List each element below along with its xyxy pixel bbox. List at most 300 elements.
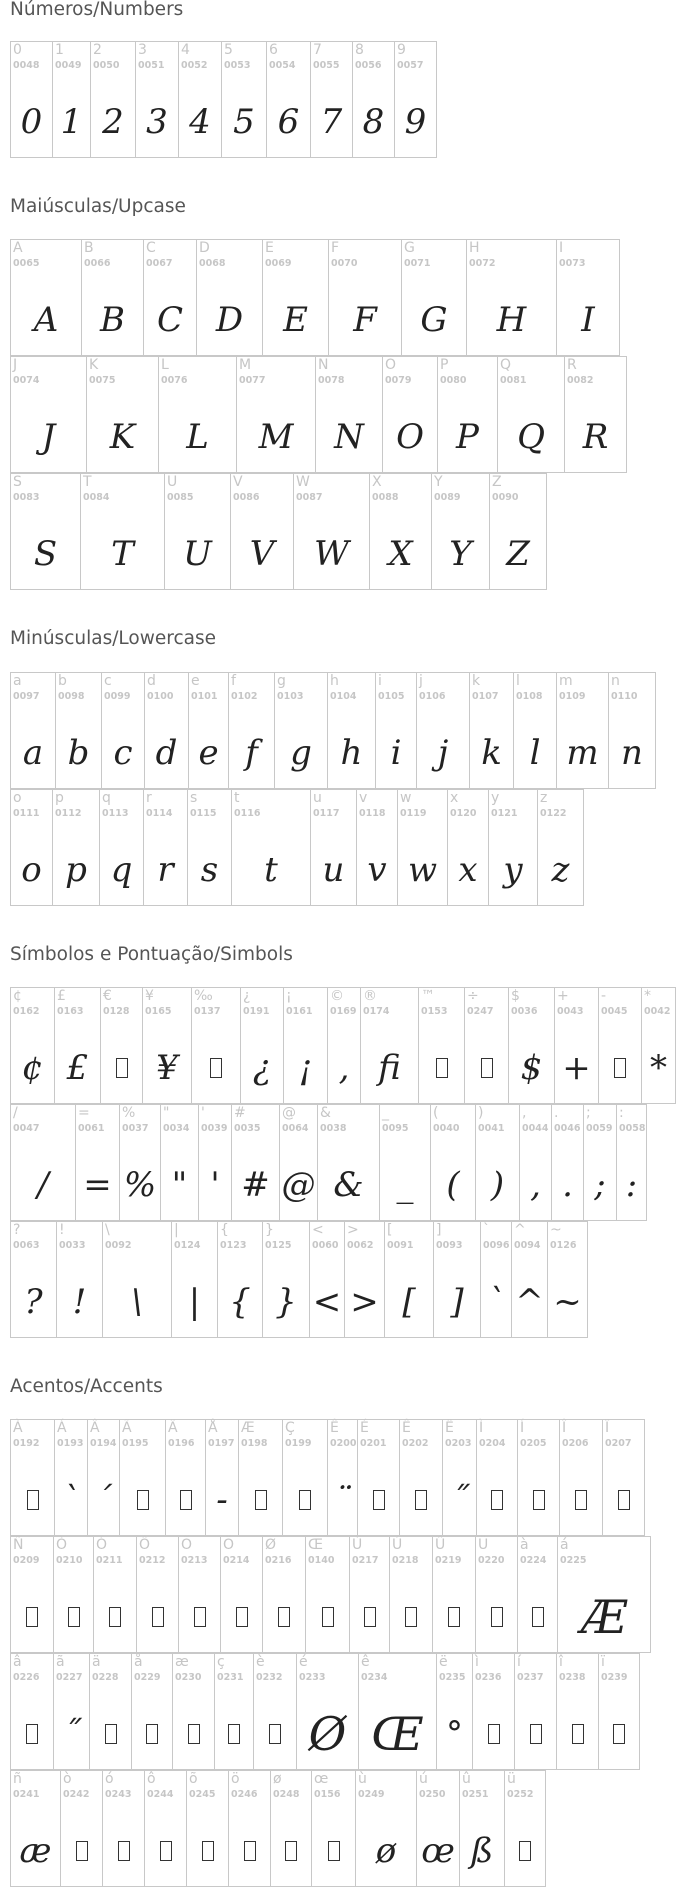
glyph-label: à [520,1537,529,1553]
glyph-label: Ä [168,1420,178,1436]
glyph-sample: I [581,300,595,340]
glyph-code: 0212 [139,1555,166,1566]
glyph-label: ' [201,1105,205,1121]
glyph-label: p [55,790,64,806]
glyph-label: & [320,1105,331,1121]
glyph-cell [10,1104,76,1221]
glyph-sample: + [562,1048,591,1088]
glyph-sample: [ [402,1282,416,1322]
glyph-code: 0082 [567,375,594,386]
glyph-label: â [13,1654,22,1670]
glyph-cell [220,1536,263,1653]
glyph-label: % [122,1105,136,1121]
glyph-label: y [491,790,500,806]
missing-glyph-icon [473,1704,514,1764]
section-title-numbers: Números/Numbers [10,0,184,20]
missing-glyph-icon [145,1821,186,1881]
glyph-cell [616,1104,647,1221]
missing-glyph-icon [312,1821,355,1881]
glyph-cell [10,473,81,590]
glyph-code: 0214 [223,1555,250,1566]
glyph-sample: K [109,417,136,457]
glyph-cell [10,672,56,789]
missing-glyph-icon [187,1821,228,1881]
glyph-sample: " [171,1165,188,1205]
glyph-code: 0089 [434,492,461,503]
glyph-label: Q [500,357,512,373]
glyph-label: ® [363,988,377,1004]
glyph-label: Ú [392,1537,403,1553]
glyph-code: 0060 [312,1240,339,1251]
missing-glyph-icon [90,1704,131,1764]
glyph-sample: a [22,733,44,773]
glyph-cell [274,672,328,789]
glyph-sample: n [621,733,643,773]
glyph-label: 3 [138,42,147,58]
missing-glyph-icon [433,1587,475,1647]
glyph-code: 0202 [402,1438,429,1449]
glyph-sample: N [334,417,364,457]
glyph-cell [476,1419,518,1536]
glyph-label: w [400,790,412,806]
glyph-label: ` [483,1222,490,1238]
missing-glyph-icon [400,1470,442,1530]
glyph-code: 0251 [462,1789,489,1800]
glyph-code: 0062 [347,1240,374,1251]
glyph-code: 0039 [201,1123,228,1134]
glyph-code: 0085 [167,492,194,503]
glyph-label: D [199,240,210,256]
glyph-sample: E [283,300,308,340]
glyph-label: À [13,1420,23,1436]
glyph-code: 0239 [601,1672,628,1683]
glyph-label: X [372,474,382,490]
glyph-cell [511,1221,548,1338]
glyph-label: í [517,1654,521,1670]
glyph-label: Ù [352,1537,363,1553]
glyph-sample: Œ [371,1707,424,1761]
glyph-label: ò [63,1771,72,1787]
glyph-row [10,41,437,158]
glyph-code: 0077 [239,375,266,386]
glyph-label: J [13,357,18,373]
missing-glyph-icon [515,1704,556,1764]
missing-glyph-icon [306,1587,349,1647]
glyph-code: 0153 [421,1006,448,1017]
missing-glyph-icon [179,1587,220,1647]
glyph-label: ü [507,1771,516,1787]
glyph-code: 0197 [208,1438,235,1449]
glyph-label: o [13,790,22,806]
glyph-code: 0191 [243,1006,270,1017]
glyph-cell [416,1770,460,1887]
glyph-code: 0041 [478,1123,505,1134]
glyph-cell [262,1536,306,1653]
glyph-label: 1 [55,42,64,58]
glyph-label: * [644,988,651,1004]
glyph-sample: q [110,850,133,890]
glyph-sample: / [37,1165,49,1205]
glyph-code: 0097 [13,691,40,702]
glyph-label: Û [435,1537,446,1553]
glyph-sample: X [388,534,413,574]
glyph-cell [228,672,275,789]
glyph-label: T [83,474,92,490]
glyph-label: É [360,1420,369,1436]
glyph-label: á [560,1537,569,1553]
glyph-label: G [404,240,415,256]
glyph-sample: ! [72,1282,87,1322]
glyph-sample: G [420,300,448,340]
glyph-sample: f [245,733,258,773]
glyph-row [10,672,656,789]
glyph-code: 0116 [234,808,261,819]
missing-glyph-icon [599,1038,641,1098]
glyph-cell [214,1653,254,1770]
glyph-code: 0106 [419,691,446,702]
glyph-label: M [239,357,252,373]
glyph-code: 0199 [285,1438,312,1449]
glyph-label: q [102,790,111,806]
glyph-cell [102,1221,172,1338]
glyph-cell [382,356,438,473]
glyph-cell [327,1419,358,1536]
glyph-label: ê [361,1654,370,1670]
glyph-code: 0095 [382,1123,409,1134]
missing-glyph-icon [350,1587,389,1647]
glyph-label: / [13,1105,18,1121]
glyph-label: e [191,673,200,689]
glyph-sample: i [390,733,402,773]
missing-glyph-icon [283,1470,327,1530]
glyph-label: 6 [269,42,278,58]
glyph-cell [480,1221,512,1338]
glyph-cell [144,672,189,789]
glyph-cell [296,1653,359,1770]
section-title-symbols: Símbolos e Pontuação/Simbols [10,944,293,965]
glyph-sample: V [249,534,275,574]
glyph-label: Í [520,1420,525,1436]
glyph-cell [143,239,197,356]
glyph-cell [205,1419,239,1536]
glyph-cell [188,672,229,789]
glyph-sample: _ [396,1165,414,1205]
glyph-cell [519,1104,552,1221]
glyph-row [10,987,676,1104]
glyph-code: 0192 [13,1438,40,1449]
glyph-label: ø [273,1771,282,1787]
missing-glyph-icon [465,1038,508,1098]
glyph-sample: k [481,733,502,773]
glyph-code: 0231 [217,1672,244,1683]
glyph-label: Ø [265,1537,277,1553]
glyph-cell [187,789,232,906]
glyph-code: 0099 [104,691,131,702]
glyph-cell [508,987,555,1104]
glyph-cell [52,41,91,158]
glyph-cell [99,789,144,906]
glyph-code: 0210 [56,1555,83,1566]
glyph-sample: j [437,733,449,773]
glyph-code: 0161 [286,1006,313,1017]
glyph-cell [369,473,432,590]
glyph-cell [81,239,144,356]
glyph-cell [131,1653,173,1770]
glyph-cell [309,1221,345,1338]
glyph-label: 9 [397,42,406,58]
glyph-sample: 9 [404,102,427,142]
glyph-cell [10,239,82,356]
glyph-label: ë [439,1654,448,1670]
glyph-row [10,1104,647,1221]
glyph-cell [266,41,311,158]
glyph-code: 0045 [601,1006,628,1017]
glyph-label: Ç [285,1420,295,1436]
glyph-code: 0112 [55,808,82,819]
glyph-sample: m [566,733,599,773]
glyph-sample: 1 [60,102,83,142]
glyph-cell [349,1536,390,1653]
glyph-label: ~ [550,1222,562,1238]
glyph-code: 0250 [419,1789,446,1800]
glyph-cell [100,987,143,1104]
glyph-row [10,239,620,356]
glyph-sample: ) [490,1165,505,1205]
glyph-code: 0124 [174,1240,201,1251]
glyph-cell [279,1104,318,1221]
glyph-sample: £ [66,1048,89,1088]
glyph-code: 0101 [191,691,218,702]
glyph-code: 0219 [435,1555,462,1566]
glyph-code: 0063 [13,1240,40,1251]
glyph-code: 0227 [56,1672,83,1683]
glyph-sample: D [215,300,244,340]
glyph-code: 0067 [146,258,173,269]
glyph-cell [514,1653,557,1770]
glyph-sample: & [333,1165,364,1205]
glyph-code: 0230 [175,1672,202,1683]
glyph-code: 0108 [516,691,543,702]
glyph-sample: % [123,1165,157,1205]
glyph-sample: 8 [362,102,385,142]
glyph-cell [355,1770,417,1887]
glyph-cell [442,1419,477,1536]
glyph-label: ] [436,1222,442,1238]
glyph-cell [430,1104,476,1221]
glyph-code: 0204 [479,1438,506,1449]
glyph-cell [191,987,241,1104]
glyph-label: û [462,1771,471,1787]
glyph-code: 0122 [540,808,567,819]
glyph-sample: e [198,733,219,773]
glyph-label: P [440,357,449,373]
glyph-sample: = [83,1165,112,1205]
glyph-sample: < [312,1282,342,1322]
glyph-label: ì [475,1654,479,1670]
glyph-sample: L [186,417,209,457]
glyph-code: 0053 [224,60,251,71]
glyph-cell [119,1104,161,1221]
missing-glyph-icon [518,1470,559,1530]
glyph-code: 0218 [392,1555,419,1566]
glyph-cell [556,1653,599,1770]
glyph-code: 0225 [560,1555,587,1566]
glyph-label: b [58,673,67,689]
glyph-label: a [13,673,22,689]
glyph-code: 0086 [233,492,260,503]
glyph-label: { [220,1222,229,1238]
glyph-sample: S [33,534,58,574]
glyph-label: ¿ [243,988,251,1004]
glyph-label: m [559,673,573,689]
glyph-cell [75,1104,120,1221]
glyph-code: 0123 [220,1240,247,1251]
glyph-label: v [359,790,368,806]
glyph-code: 0201 [360,1438,387,1449]
glyph-sample: 6 [277,102,300,142]
glyph-sample: Y [449,534,472,574]
glyph-sample: @ [281,1165,316,1205]
glyph-cell [52,789,100,906]
glyph-label: å [134,1654,143,1670]
glyph-row [10,789,584,906]
glyph-label: | [174,1222,179,1238]
glyph-label: z [540,790,548,806]
glyph-code: 0096 [483,1240,510,1251]
glyph-label: Ã [122,1420,132,1436]
glyph-cell [475,1536,518,1653]
glyph-label: Ì [479,1420,484,1436]
glyph-cell [186,1770,229,1887]
glyph-code: 0162 [13,1006,40,1017]
glyph-code: 0043 [557,1006,584,1017]
glyph-label: r [146,790,152,806]
glyph-row [10,1770,546,1887]
glyph-label: ä [92,1654,101,1670]
glyph-code: 0051 [138,60,165,71]
glyph-cell [344,1221,385,1338]
glyph-cell [178,41,222,158]
glyph-sample: æ [19,1831,52,1871]
glyph-cell [464,987,509,1104]
glyph-code: 0119 [400,808,427,819]
glyph-sample: \ [131,1282,143,1322]
glyph-code: 0220 [478,1555,505,1566]
glyph-label: l [516,673,520,689]
glyph-cell [60,1770,103,1887]
glyph-label: = [78,1105,90,1121]
glyph-code: 0059 [586,1123,613,1134]
glyph-cell [310,41,353,158]
glyph-cell [556,239,620,356]
missing-glyph-icon [192,1038,240,1098]
missing-glyph-icon [419,1038,464,1098]
glyph-sample: H [496,300,527,340]
glyph-code: 0071 [404,258,431,269]
missing-glyph-icon [61,1821,102,1881]
glyph-label: , [522,1105,527,1121]
glyph-code: 0057 [397,60,424,71]
glyph-code: 0036 [511,1006,538,1017]
glyph-code: 0200 [330,1438,357,1449]
glyph-code: 0054 [269,60,296,71]
glyph-code: 0111 [13,808,40,819]
glyph-code: 0080 [440,375,467,386]
glyph-cell [80,473,165,590]
glyph-code: 0137 [194,1006,221,1017]
glyph-sample: ` [487,1282,505,1322]
glyph-row [10,1653,640,1770]
glyph-code: 0209 [13,1555,40,1566]
glyph-label: ¡ [286,988,292,1004]
glyph-code: 0110 [611,691,638,702]
glyph-label: Î [562,1420,567,1436]
glyph-code: 0140 [308,1555,335,1566]
glyph-code: 0128 [103,1006,130,1017]
glyph-sample: ~ [553,1282,582,1322]
glyph-sample: o [21,850,42,890]
glyph-cell [230,473,294,590]
glyph-sample: ( [446,1165,460,1205]
glyph-cell [310,789,357,906]
glyph-cell [504,1770,546,1887]
glyph-label: ç [217,1654,225,1670]
glyph-sample: | [188,1282,201,1322]
glyph-label: é [299,1654,308,1670]
glyph-cell [327,672,376,789]
section-title-lowercase: Minúsculas/Lowercase [10,628,216,649]
glyph-code: 0048 [13,60,40,71]
glyph-label: ö [231,1771,240,1787]
glyph-sample: T [111,534,134,574]
glyph-sample: R [582,417,609,457]
missing-glyph-icon [557,1704,598,1764]
glyph-label: I [559,240,564,256]
glyph-label: " [163,1105,170,1121]
glyph-cell [397,789,448,906]
glyph-cell [556,672,609,789]
glyph-code: 0121 [491,808,518,819]
glyph-sample: Æ [580,1590,628,1644]
glyph-cell [10,987,55,1104]
glyph-label: ó [105,1771,114,1787]
glyph-cell [101,672,145,789]
glyph-sample: s [200,850,219,890]
glyph-cell [389,1536,433,1653]
glyph-sample: U [183,534,212,574]
missing-glyph-icon [173,1704,214,1764]
glyph-cell [513,672,557,789]
glyph-label: j [419,673,423,689]
glyph-code: 0235 [439,1672,466,1683]
glyph-cell [10,1221,57,1338]
glyph-label: ( [433,1105,439,1121]
glyph-sample: 2 [102,102,124,142]
glyph-sample: v [367,850,387,890]
glyph-cell [328,239,402,356]
glyph-cell [282,1419,328,1536]
glyph-label: ï [601,1654,605,1670]
glyph-sample: u [322,850,345,890]
glyph-code: 0074 [13,375,40,386]
glyph-label: Ï [605,1420,610,1436]
glyph-code: 0195 [122,1438,149,1449]
glyph-cell [165,1419,206,1536]
glyph-sample: C [156,300,183,340]
glyph-cell [144,1770,187,1887]
missing-glyph-icon [101,1038,142,1098]
glyph-cell [489,473,547,590]
